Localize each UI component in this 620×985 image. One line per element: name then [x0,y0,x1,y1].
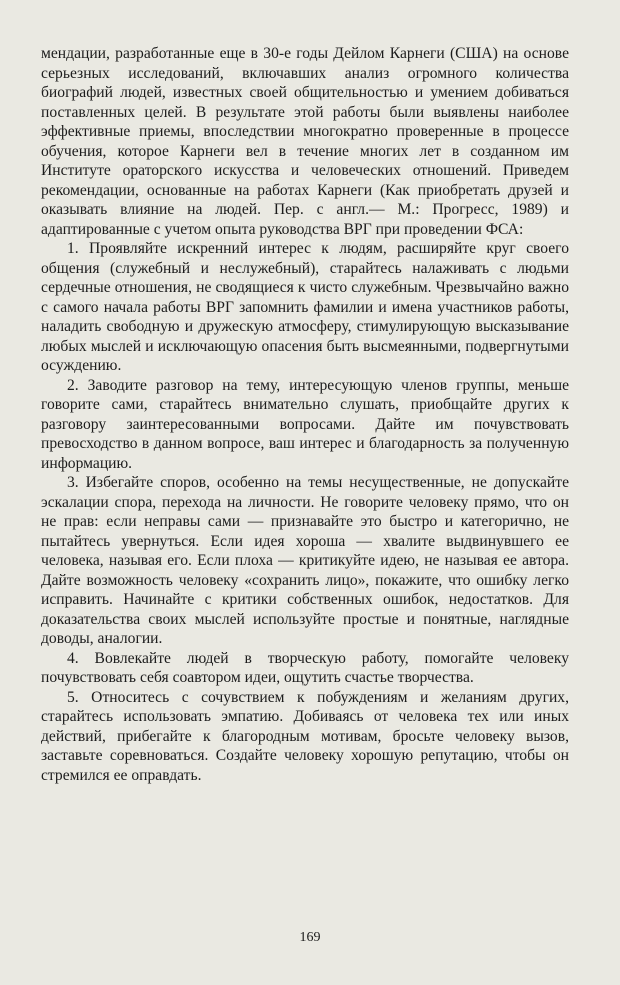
paragraph-item-4: 4. Вовлекайте людей в творческую работу, помогайте человеку почувствовать себя соавтором идеи, ощутить счастье творчества. [41,649,569,686]
page-number: 169 [299,930,321,945]
body-text [41,44,569,785]
paragraph-item-5: 5. Относитесь с сочувствием к побуждениям и желаниям других, старайтесь использовать эмпатию. Добиваясь от человека тех или иных действий, прибегайте к благородным мотивам, бросьте человеку вызов, заставьте соревноваться. Создайте человеку хорошую репутацию, чтобы он стремился ее оправдать. [41,688,569,784]
paragraph-item-3: 3. Избегайте споров, особенно на темы несущественные, не допускайте эскалации спора, перехода на личности. Не говорите человеку прямо, что он не прав: если неправы сами — признавайте это быстро и категорично, не пытайтесь увернуться. Если идея хороша — хвалите выдвинувшего ее человека, называя его. Если плоха — критикуйте идею, не называя ее автора. Дайте возможность человеку «сохранить лицо», покажите, что ошибку легко исправить. Начинайте с критики собственных ошибок, недостатков. Для доказательства своих мыслей используйте простые и понятные, наглядные доводы, аналогии. [41,474,569,647]
paragraph-item-1: 1. Проявляйте искренний интерес к людям, расширяйте круг своего общения (служебный и неслужебный), старайтесь налаживать с людьми сердечные отношения, не сводящиеся к чисто служебным. Чрезвычайно важно с самого начала работы ВРГ запомнить фамилии и имена участников работы, наладить свободную и дружескую атмосферу, стимулирующую высказывание любых мыслей и исключающую опасения быть высмеянными, подвергнутыми осуждению. [41,240,569,374]
paragraph-item-2: 2. Заводите разговор на тему, интересующую членов группы, меньше говорите сами, старайтесь внимательно слушать, приобщайте других к разговору заинтересованными вопросами. Дайте им почувствовать превосходство в данном вопросе, ваш интерес и благодарность за полученную информацию. [41,376,569,472]
paragraph-intro: мендации, разработанные еще в 30-е годы Дейлом Карнеги (США) на основе серьезных исследований, включавших анализ огромного количества биографий людей, известных своей общительностью и умением добиваться поставленных целей. В результате этой работы были выявлены наиболее эффективные приемы, впоследствии многократно проверенные в процессе обучения, которое Карнеги вел в течение многих лет в созданном им Институте ораторского искусства и человеческих отношений. Приведем рекомендации, основанные на работах Карнеги (Как приобретать друзей и оказывать влияние на людей. Пер. с англ.— М.: Прогресс, 1989) и адаптированные с учетом опыта руководства ВРГ при проведении ФСА: [41,45,569,238]
